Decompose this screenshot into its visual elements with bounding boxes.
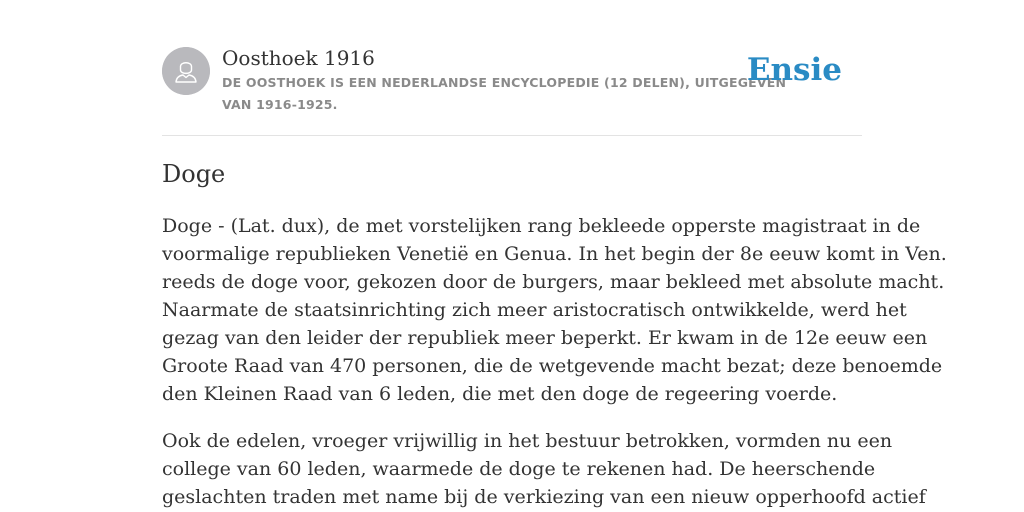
source-header: [162, 46, 862, 116]
article-body: [162, 212, 947, 512]
source-description-line: VAN 1916-1925.: [222, 97, 338, 112]
source-title[interactable]: Oosthoek 1916: [222, 46, 375, 70]
text-line: reeds de doge voor, gekozen door de burgers, maar bekleed met absolute macht.: [162, 271, 945, 293]
source-description: [222, 72, 787, 116]
text-line: den Kleinen Raad van 6 leden, die met den doge de regeering voerde.: [162, 383, 838, 405]
text-line: Doge - (Lat. dux), de met vorstelijken rang bekleede opperste magistraat in de: [162, 215, 921, 237]
text-line: college van 60 leden, waarmede de doge te rekenen had. De heerschende: [162, 458, 876, 480]
brand-logo-link[interactable]: Ensie: [746, 52, 842, 88]
text-line: Ook de edelen, vroeger vrijwillig in het bestuur betrokken, vormden nu een: [162, 430, 893, 452]
article-title: Doge: [162, 160, 226, 188]
header-divider: [162, 135, 862, 136]
article-paragraph: [162, 427, 926, 511]
source-description-line: DE OOSTHOEK IS EEN NEDERLANDSE ENCYCLOPEDIE (12 DELEN), UITGEGEVEN: [222, 75, 787, 90]
text-line: geslachten traden met name bij de verkiezing van een nieuw opperhoofd actief: [162, 486, 926, 508]
text-line: voormalige republieken Venetië en Genua. In het begin der 8e eeuw komt in Ven.: [162, 243, 947, 265]
text-line: Naarmate de staatsinrichting zich meer aristocratisch ontwikkelde, werd het: [162, 299, 907, 321]
user-icon[interactable]: [162, 47, 210, 95]
text-line: Groote Raad van 470 personen, die de wetgevende macht bezat; deze benoemde: [162, 355, 943, 377]
text-line: gezag van den leider der republiek meer beperkt. Er kwam in de 12e eeuw een: [162, 327, 928, 349]
article-paragraph: [162, 212, 947, 408]
